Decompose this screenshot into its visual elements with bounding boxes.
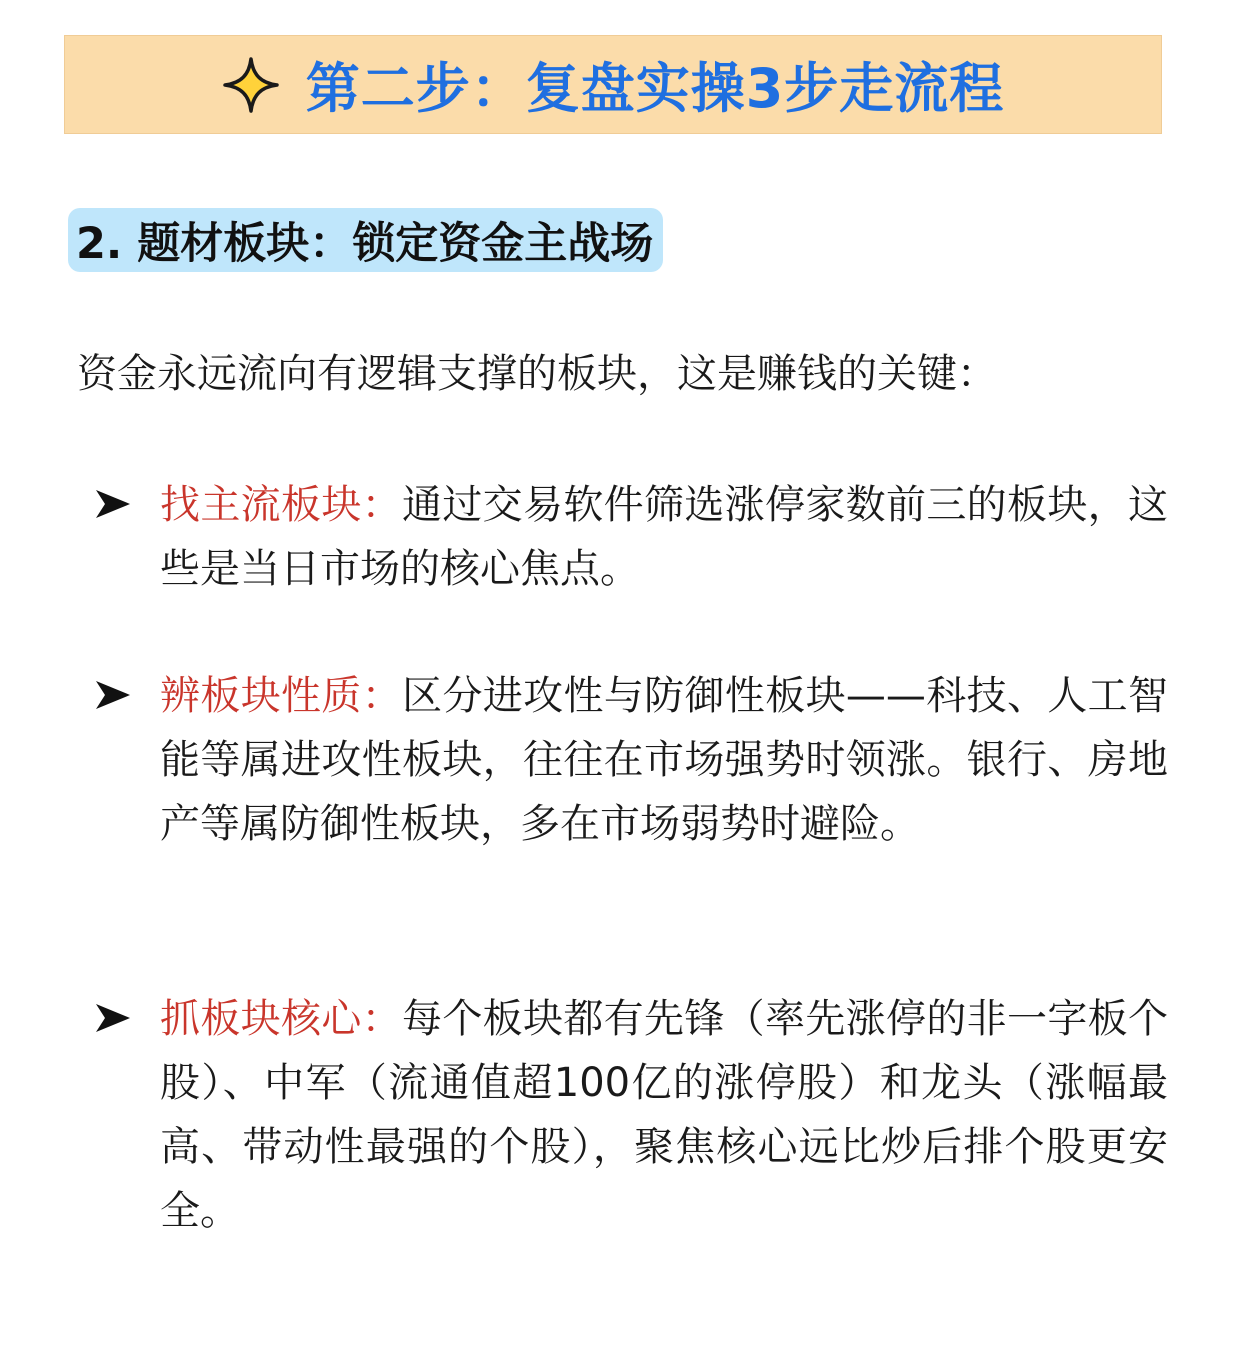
bullet-body: 通过交易软件筛选涨停家数前三的板块，这些是当日市场的核心焦点。: [160, 482, 1168, 592]
section-heading: [68, 208, 663, 272]
arrow-right-icon: [94, 1001, 132, 1035]
banner-title: 第二步：复盘实操3步走流程: [305, 57, 1005, 120]
bullet-text: [160, 473, 1168, 601]
bullet-key: 辨板块性质：: [160, 673, 403, 719]
bullet-key: 找主流板块：: [160, 482, 402, 528]
section-heading-text: 2. 题材板块：锁定资金主战场: [76, 218, 654, 269]
arrow-right-icon: [94, 678, 132, 712]
arrow-right-icon: [94, 487, 132, 521]
bullet-body: 区分进攻性与防御性板块——科技、人工智能等属进攻性板块，往往在市场强势时领涨。银行、房地产等属防御性板块，多在市场弱势时避险。: [160, 673, 1169, 847]
bullet-body: 每个板块都有先锋（率先涨停的非一字板个股）、中军（流通值超100亿的涨停股）和龙头（涨幅最高、带动性最强的个股），聚焦核心远比炒后排个股更安全。: [160, 996, 1168, 1234]
title-banner: [64, 35, 1162, 134]
bullet-text: [160, 664, 1168, 856]
bullet-text: [160, 987, 1168, 1243]
sparkle-star-icon: [222, 56, 280, 114]
bullet-key: 抓板块核心：: [160, 996, 402, 1042]
intro-paragraph: 资金永远流向有逻辑支撑的板块，这是赚钱的关键：: [77, 351, 997, 397]
